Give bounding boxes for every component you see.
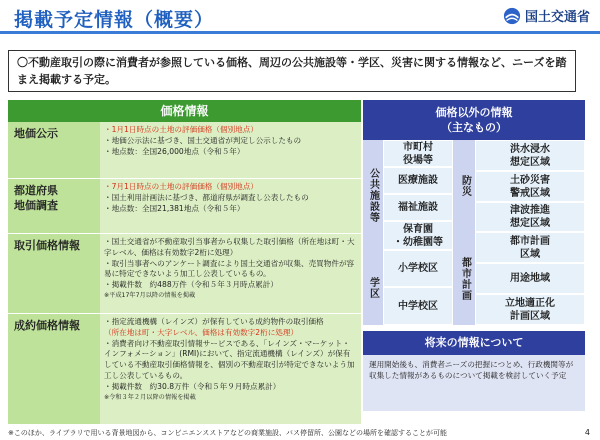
other-info-section (363, 100, 585, 425)
price-row-land-price-public-notice (8, 122, 361, 179)
label-urban-planning: 都市計画 (455, 232, 475, 325)
price-row-name: 地価公示 (8, 122, 100, 178)
mlit-logo-icon (503, 7, 521, 25)
other-info-heading: 価格以外の情報 （主なもの） (363, 100, 585, 140)
cell-medical: 医療施設 (383, 167, 453, 194)
price-row-line: ・7月1日時点の土地の評価価格（個別地点） (104, 182, 258, 191)
label-disaster-prevention: 防災 (455, 140, 475, 232)
price-row-line: ・地点数：全国26,000地点（令和５年） (104, 146, 245, 156)
price-row-line: （所在地は町・大字レベル、価格は有効数字2桁に処理） (104, 327, 299, 337)
price-info-heading: 価格情報 (8, 100, 361, 122)
price-row-transaction-price-info (8, 234, 361, 314)
cell-flood: 洪水浸水 想定区域 (475, 140, 585, 171)
price-row-line: ・地点数：全国21,381地点（令和５年） (104, 203, 245, 213)
price-row-body (100, 179, 361, 233)
label-public-facilities: 公共施設等 (363, 140, 383, 250)
cell-location-optimization: 立地適正化 計画区域 (475, 294, 585, 325)
price-row-line: ・国土利用計画法に基づき、都道府県が調査し公表したもの (104, 192, 309, 202)
intro-box: 〇不動産取引の際に消費者が参照している価格、周辺の公共施設等・学区、災害に関する情報など、ニーズを踏まえ掲載する予定。 (8, 50, 576, 92)
title-rule (0, 31, 600, 34)
price-row-line: ※令和３年２月以降の情報を掲載 (104, 393, 196, 401)
price-row-contract-price-info (8, 314, 361, 425)
price-row-body (100, 234, 361, 313)
price-row-line: ・掲載件数 約30.8万件（令和５年９月時点累計） (104, 381, 281, 391)
cell-junior: 中学校区 (383, 287, 453, 325)
price-row-name: 都道府県 地価調査 (8, 179, 100, 233)
price-row-name: 成約価格情報 (8, 314, 100, 424)
page-number: 4 (584, 428, 590, 437)
price-row-line: ・消費者向け不動産取引情報サービスである、「レインズ・マーケット・インフォメーション」(RMI)において、指定流通機構（レインズ）が保有している不動産取引価格情報を、個別の不動産取引が特定できないよう加工し公表しているもの。 (104, 338, 355, 380)
price-row-name: 取引価格情報 (8, 234, 100, 313)
cell-nursery: 保育園 ・幼稚園等 (383, 221, 453, 250)
price-row-line: ・指定流通機構（レインズ）が保有している成約物件の取引価格 (104, 317, 324, 326)
cell-elementary: 小学校区 (383, 250, 453, 287)
logo-text: 国土交通省 (524, 10, 590, 25)
price-row-body (100, 122, 361, 178)
cell-city-plan: 都市計画 区域 (475, 232, 585, 263)
price-row-line: ・掲載件数 約488万件（令和５年３月時点累計） (104, 280, 278, 290)
price-info-section (8, 100, 361, 425)
cell-tsunami: 津波推進 想定区域 (475, 202, 585, 232)
cell-city-office: 市町村 役場等 (383, 140, 453, 167)
price-row-line: ・国土交通省が不動産取引当事者から収集した取引価格（所在地は町・大字レベル、価格は有効数字2桁に処理） (104, 237, 355, 257)
future-info-body: 運用開始後も、消費者ニーズの把握につとめ、行政機関等が収集した情報があるものについて掲載を検討していく予定 (363, 355, 585, 411)
page-title: 掲載予定情報（概要） (14, 9, 215, 31)
price-row-line: ・地価公示法に基づき、国土交通省が判定し公示したもの (104, 135, 302, 145)
future-info-heading: 将来の情報について (363, 331, 585, 355)
footnote: ※このほか、ライブラリで用いる背景地図から、コンビニエンスストアなどの商業施設、バス停留所、公園などの場所を確認することが可能 (8, 429, 448, 437)
cell-use-zone: 用途地域 (475, 263, 585, 294)
ministry-logo (503, 6, 590, 25)
label-school-district: 学区 (363, 250, 383, 325)
price-row-body (100, 314, 361, 424)
price-row-line: ※平成17年7月以降の情報を掲載 (104, 291, 196, 299)
cell-welfare: 福祉施設 (383, 194, 453, 221)
price-row-prefectural-land-survey (8, 179, 361, 234)
other-info-grid (363, 140, 585, 325)
header-bar (0, 0, 600, 34)
price-row-line: ・取引当事者へのアンケート調査により国土交通省が収集、売買物件が容易に特定できないよう加工し公表しているもの。 (104, 258, 355, 279)
price-row-line: ・1月1日時点の土地の評価価格（個別地点） (104, 125, 258, 134)
cell-landslide: 土砂災害 警戒区域 (475, 171, 585, 202)
